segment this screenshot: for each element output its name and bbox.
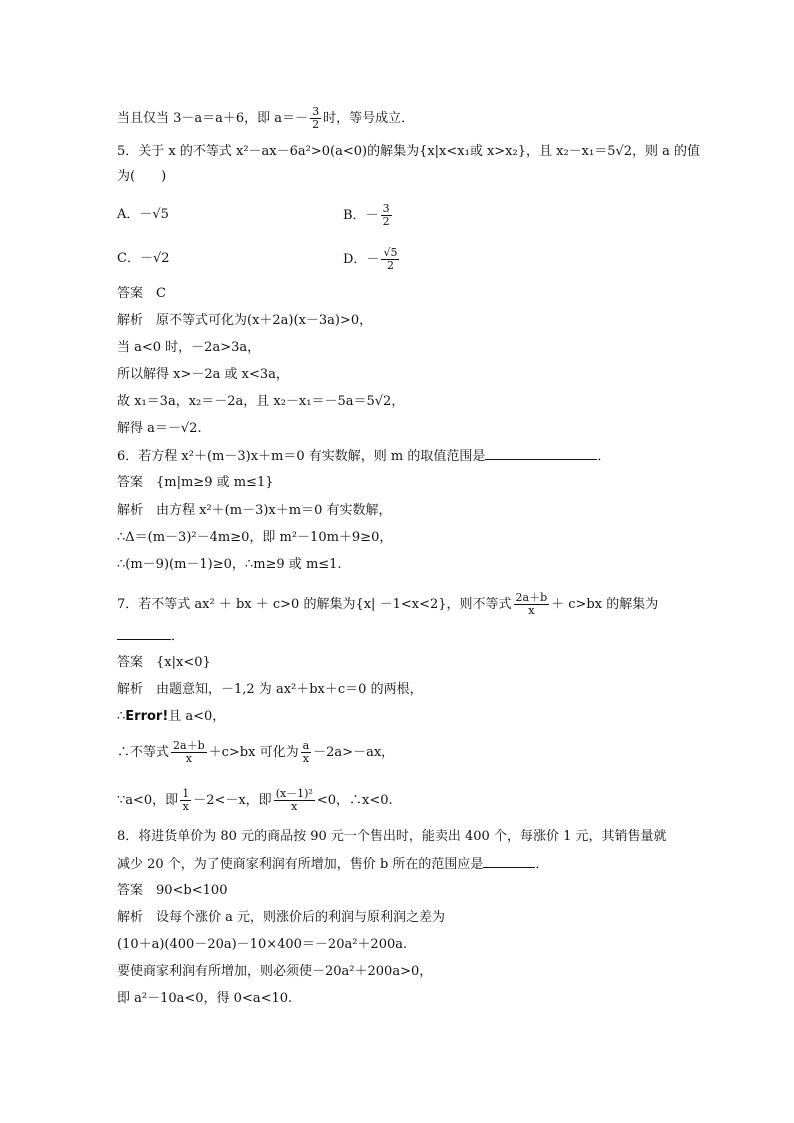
text: 要使商家利润有所增加，则必须使－20a²＋200a>0， — [117, 964, 433, 979]
option-d — [343, 247, 401, 272]
question-7 — [117, 592, 658, 617]
text: 减少 20 个，为了使商家利润有所增加，售价 b 所在的范围应是 — [117, 857, 484, 872]
numerator: 2a＋b — [515, 591, 548, 604]
explanation-5-line-1 — [117, 312, 372, 330]
text: 解得 a＝－√2. — [117, 421, 202, 436]
text: 故 x₁＝3a，x₂＝－2a，且 x₂－x₁＝－5a＝5√2， — [117, 394, 405, 409]
text: ＋c>bx 可化为 — [208, 745, 299, 760]
text: 且 a<0， — [168, 709, 226, 724]
fraction — [274, 788, 315, 813]
answer-5 — [117, 285, 166, 303]
text: <0，∴x<0. — [316, 793, 393, 808]
numerator: (x－1)² — [275, 787, 313, 800]
text: 当且仅当 3－a＝a＋6，即 a＝－ — [117, 111, 309, 126]
numerator: 2a＋b — [173, 739, 205, 752]
text: D．－ — [343, 252, 380, 267]
explanation-5-line-3 — [117, 366, 289, 384]
fraction — [180, 788, 191, 813]
text: ∴ — [117, 709, 126, 724]
text: －2a>－ax， — [313, 745, 395, 760]
text: ∴不等式 — [117, 745, 170, 760]
text: ∴(m－9)(m－1)≥0，∴m≥9 或 m≤1. — [117, 557, 342, 572]
explanation-8-line-2 — [117, 936, 407, 954]
text: 7．若不等式 ax² ＋ bx ＋ c>0 的解集为{x| －1<x<2}，则不等式 — [117, 597, 512, 612]
text: ∵a<0，即 — [117, 793, 179, 808]
text: 所以解得 x>－2a 或 x<3a， — [117, 367, 289, 382]
explanation-5-line-4 — [117, 393, 404, 411]
explanation-6-line-3 — [117, 556, 342, 574]
denominator: x — [528, 604, 535, 617]
text: B．－ — [343, 208, 379, 223]
text: 答案 {x|x<0} — [117, 655, 211, 670]
text: 解析 由方程 x²＋(m－3)x＋m＝0 有实数解， — [117, 503, 392, 518]
explanation-8-line-4 — [117, 990, 292, 1008]
numerator: √5 — [383, 246, 398, 259]
answer-blank — [117, 627, 171, 640]
explanation-5-line-5 — [117, 420, 202, 438]
denominator: 2 — [382, 215, 390, 228]
text: 答案 C — [117, 286, 166, 301]
line-equality-condition — [117, 106, 414, 131]
numerator: 3 — [382, 202, 390, 215]
numerator: 3 — [312, 105, 320, 118]
answer-blank — [485, 447, 597, 460]
denominator: 2 — [386, 259, 394, 272]
numerator: 1 — [182, 787, 190, 800]
text: ． — [171, 629, 185, 644]
text: 即 a²－10a<0，得 0<a<10. — [117, 991, 293, 1006]
answer-7 — [117, 654, 211, 672]
answer-blank — [483, 855, 535, 868]
text: ＋ c>bx 的解集为 — [551, 597, 659, 612]
question-6 — [117, 447, 610, 466]
question-5-stem-cont — [117, 168, 166, 186]
text: 当 a<0 时，－2a>3a， — [117, 340, 261, 355]
text: 8．将进货单价为 80 元的商品按 90 元一个售出时，能卖出 400 个，每涨价 1 元，其销售量就 — [117, 829, 667, 844]
text: 为( ) — [117, 169, 167, 184]
text: 6．若方程 x²＋(m－3)x＋m＝0 有实数解，则 m 的取值范围是 — [117, 449, 486, 464]
numerator: a — [302, 739, 310, 752]
fraction — [381, 203, 392, 228]
option-c — [117, 250, 170, 268]
explanation-8-line-3 — [117, 963, 432, 981]
text: 解析 原不等式可化为(x＋2a)(x－3a)>0， — [117, 313, 373, 328]
question-8-line-1 — [117, 828, 667, 846]
explanation-7-line-1 — [117, 681, 423, 699]
answer-8 — [117, 882, 227, 900]
fraction — [310, 106, 321, 131]
explanation-7-line-2 — [117, 708, 225, 726]
option-a — [117, 206, 169, 224]
denominator: x — [302, 752, 309, 765]
explanation-7-line-4 — [117, 788, 393, 813]
question-7-blank-line — [117, 627, 184, 646]
text: (10＋a)(400－20a)－10×400＝－20a²＋200a. — [117, 937, 408, 952]
text: ． — [597, 449, 611, 464]
fraction — [301, 740, 312, 765]
question-5-stem — [117, 143, 700, 161]
fraction — [171, 740, 207, 765]
explanation-6-line-2 — [117, 529, 392, 547]
text: 时，等号成立． — [323, 111, 415, 126]
denominator: x — [291, 800, 298, 813]
fraction — [381, 247, 399, 272]
text: 答案 90<b<100 — [117, 883, 228, 898]
fraction — [514, 592, 550, 617]
answer-6 — [117, 474, 274, 492]
text: －2<－x，即 — [193, 793, 272, 808]
text: ∴Δ＝(m－3)²－4m≥0，即 m²－10m＋9≥0， — [117, 530, 393, 545]
text: 解析 设每个涨价 a 元，则涨价后的利润与原利润之差为 — [117, 910, 446, 925]
text: A．－√5 — [117, 207, 169, 222]
text: ． — [535, 857, 549, 872]
text: 解析 由题意知，－1,2 为 ax²＋bx＋c＝0 的两根， — [117, 682, 423, 697]
question-8-line-2 — [117, 855, 548, 874]
explanation-8-line-1 — [117, 909, 445, 927]
error-marker: Error! — [125, 709, 169, 724]
denominator: x — [185, 752, 192, 765]
text: 答案 {m|m≥9 或 m≤1} — [117, 475, 274, 490]
explanation-6-line-1 — [117, 502, 391, 520]
text: C．－√2 — [117, 251, 170, 266]
text: 5．关于 x 的不等式 x²－ax－6a²>0(a<0)的解集为{x|x<x₁或 x>x₂}，且 x₂－x₁＝5√2，则 a 的值 — [117, 144, 701, 159]
denominator: 2 — [312, 118, 320, 131]
explanation-5-line-2 — [117, 339, 260, 357]
option-b — [343, 203, 394, 228]
explanation-7-line-3 — [117, 740, 394, 765]
denominator: x — [182, 800, 189, 813]
